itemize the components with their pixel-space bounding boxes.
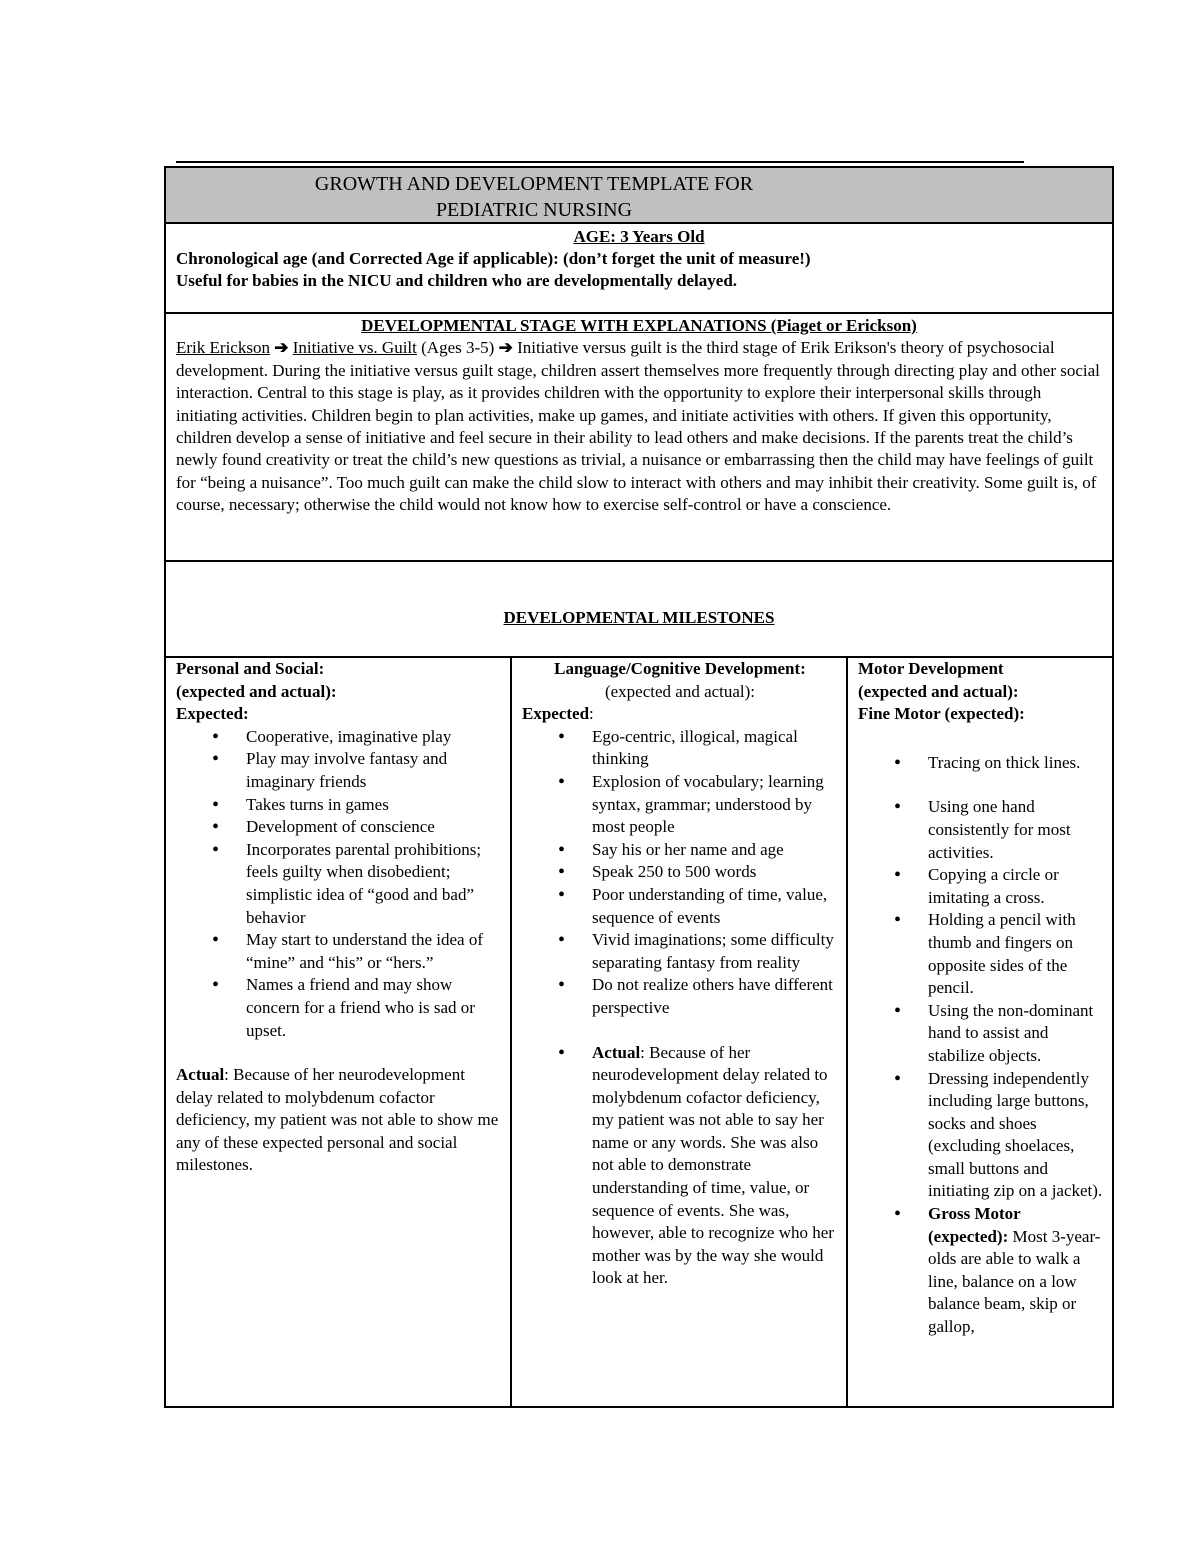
list-item: • Copying a circle or imitating a cross. — [858, 864, 1104, 909]
list-item: • Takes turns in games — [176, 794, 502, 817]
list-item: • Using the non-dominant hand to assist and stabilize objects. — [858, 1000, 1104, 1068]
arrow-icon: ➔ — [498, 338, 513, 358]
personal-social-expected-label: Expected: — [176, 704, 249, 724]
fine-motor-list — [858, 752, 1104, 1339]
age-section — [166, 224, 1112, 314]
milestones-heading-row — [166, 562, 1112, 658]
motor-subheading: (expected and actual): — [858, 681, 1019, 701]
personal-social-actual — [176, 1064, 502, 1177]
language-expected-list — [522, 726, 838, 1020]
list-item: • May start to understand the idea of “mine” and “his” or “hers.” — [176, 929, 502, 974]
list-item: • Cooperative, imaginative play — [176, 726, 502, 749]
stage-explanation — [176, 337, 1102, 516]
growth-development-template-table — [164, 166, 1114, 1408]
stage-name: Initiative vs. Guilt — [292, 338, 417, 358]
list-item: • Names a friend and may show concern for a friend who is sad or upset. — [176, 974, 502, 1042]
personal-social-subheading: (expected and actual): — [176, 681, 337, 701]
age-heading: AGE: 3 Years Old — [573, 227, 705, 246]
motor-heading: Motor Development — [858, 659, 1004, 678]
template-title — [166, 168, 1112, 224]
list-item: • Say his or her name and age — [522, 839, 838, 862]
gross-motor-label: Gross Motor (expected): — [928, 1204, 1021, 1246]
list-item: • Speak 250 to 500 words — [522, 861, 838, 884]
actual-label: Actual — [592, 1042, 641, 1062]
stage-ages: (Ages 3-5) — [421, 338, 495, 358]
list-item: • Play may involve fantasy and imaginary friends — [176, 748, 502, 793]
top-rule — [176, 161, 1024, 163]
gross-motor-text: Most 3-year-olds are able to walk a line, balance on a low balance beam, skip or gallop, — [928, 1226, 1101, 1337]
actual-text: : Because of her neurodevelopment delay related to molybdenum cofactor deficiency, my patient was not able to show me any of these expected personal and social milestones. — [176, 1065, 499, 1175]
language-cognitive-heading: Language/Cognitive Development: — [554, 659, 806, 678]
chronological-age-note: Chronological age (and Corrected Age if applicable): (don’t forget the unit of measure!) — [176, 249, 811, 268]
nicu-note: Useful for babies in the NICU and children who are developmentally delayed. — [176, 271, 738, 290]
personal-social-expected-list — [176, 726, 502, 1042]
actual-text: : Because of her neurodevelopment delay related to molybdenum cofactor deficiency, my patient was not able to say her name or any words. She was also not able to demonstrate understanding of time, value, or sequence of events. She was, however, able to recognize who her mother was by the way she would look at her. — [592, 1042, 834, 1288]
language-expected-label: Expected — [522, 704, 590, 724]
list-item: • Vivid imaginations; some difficulty separating fantasy from reality — [522, 929, 838, 974]
list-item: • Tracing on thick lines. — [858, 752, 1104, 775]
stage-heading: DEVELOPMENTAL STAGE WITH EXPLANATIONS (Piaget or Erickson) — [361, 316, 917, 335]
list-item: • Do not realize others have different perspective — [522, 974, 838, 1019]
language-cognitive-subheading: (expected and actual): — [604, 681, 756, 701]
stage-explanation-text: Initiative versus guilt is the third stage of Erik Erikson's theory of psychosocial development. During the initiative versus guilt stage, children assert themselves more frequently through directing play and other social interaction. Central to this stage is play, as it provides children with the opportunity to explore their interpersonal skills through initiating activities. Children begin to plan activities, make up games, and initiate activities with others. If given this opportunity, children develop a sense of initiative and feel secure in their ability to lead others and make decisions. If the parents treat the child’s newly found creativity or treat the child’s new questions as trivial, a nuisance or embarrassing then the child may have feelings of guilt for “being a nuisance”. Too much guilt can make the child slow to interact with others and may inhibit their creativity. Some guilt is, of course, necessary; otherwise the child would not know how to exercise self-control or have a conscience. — [176, 338, 1100, 515]
list-item: • Explosion of vocabulary; learning syntax, grammar; understood by most people — [522, 771, 838, 839]
language-cognitive-column — [512, 658, 848, 1406]
list-item: • Using one hand consistently for most activities. — [858, 796, 1104, 864]
fine-motor-label: Fine Motor (expected): — [858, 704, 1025, 724]
title-line-1: GROWTH AND DEVELOPMENT TEMPLATE FOR — [314, 173, 754, 195]
language-actual — [522, 1042, 838, 1291]
arrow-icon: ➔ — [274, 338, 289, 358]
milestones-columns — [166, 658, 1112, 1406]
list-item: • Ego-centric, illogical, magical thinking — [522, 726, 838, 771]
list-item: • Incorporates parental prohibitions; feels guilty when disobedient; simplistic idea of “good and bad” behavior — [176, 839, 502, 929]
list-item: • Poor understanding of time, value, sequence of events — [522, 884, 838, 929]
list-item: • Holding a pencil with thumb and fingers on opposite sides of the pencil. — [858, 909, 1104, 999]
personal-social-heading: Personal and Social: — [176, 659, 325, 678]
list-item: • Development of conscience — [176, 816, 502, 839]
milestones-heading: DEVELOPMENTAL MILESTONES — [503, 608, 775, 627]
gross-motor-item — [858, 1203, 1104, 1339]
developmental-stage-section — [166, 314, 1112, 562]
language-actual-list — [522, 1042, 838, 1291]
motor-column — [848, 658, 1112, 1406]
theorist-name: Erik Erickson — [176, 338, 270, 358]
personal-social-column — [166, 658, 512, 1406]
actual-label: Actual — [176, 1065, 225, 1085]
language-expected-label-line — [522, 703, 838, 726]
list-item: • Dressing independently including large buttons, socks and shoes (excluding shoelaces, small buttons and initiating zip on a jacket). — [858, 1068, 1104, 1204]
colon: : — [589, 704, 594, 724]
title-line-2: PEDIATRIC NURSING — [435, 199, 633, 221]
